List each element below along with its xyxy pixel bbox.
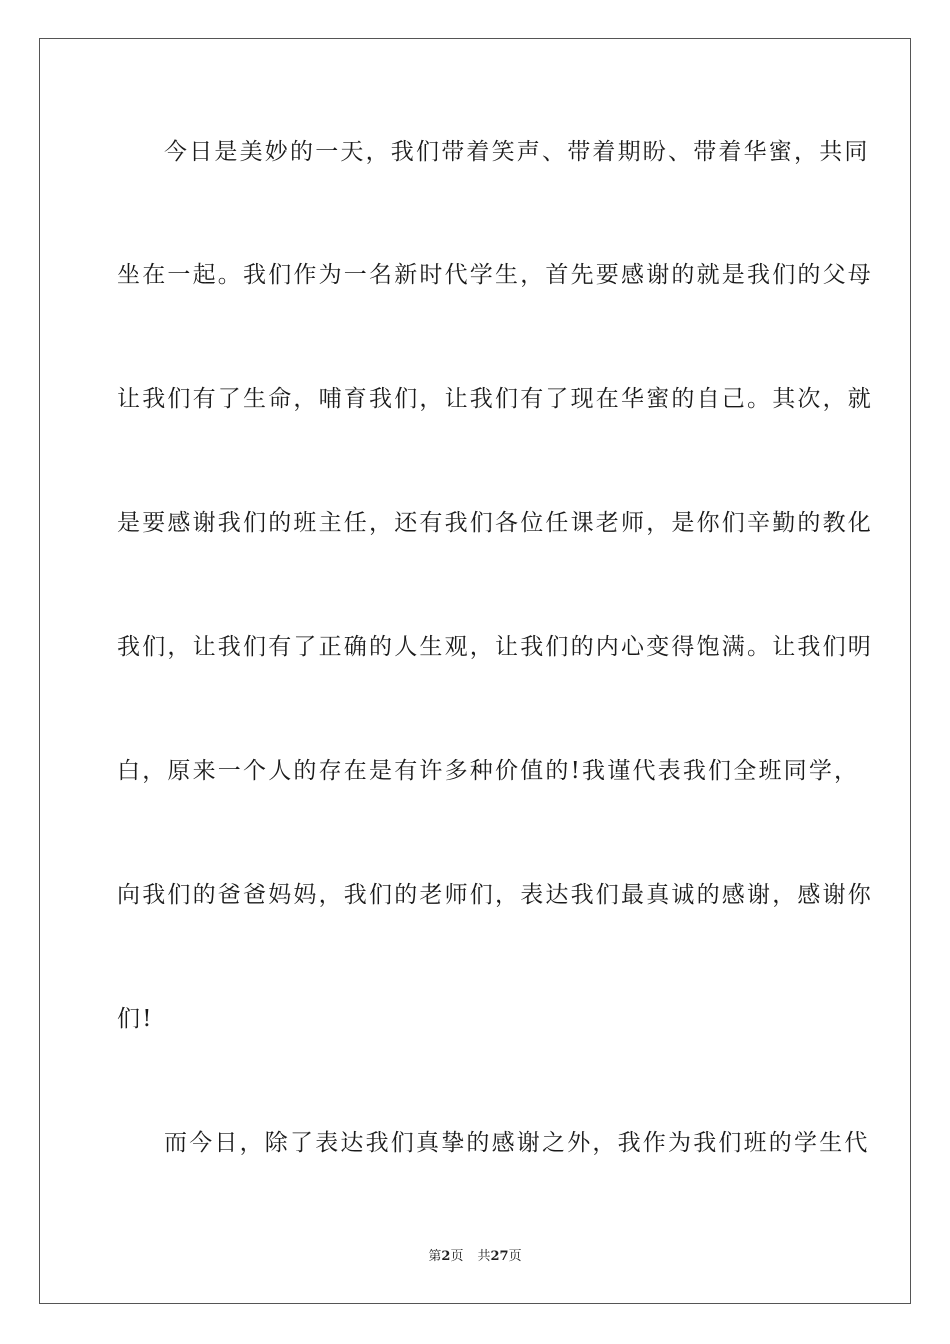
paragraph-line: 是要感谢我们的班主任，还有我们各位任课老师，是你们辛勤的教化 [117,510,873,536]
page-number: 2 [441,1249,451,1264]
paragraph-line: 向我们的爸爸妈妈，我们的老师们，表达我们最真诚的感谢，感谢你 [117,882,873,908]
page-suffix: 页 [450,1249,464,1264]
page-border [39,38,911,1304]
total-suffix: 页 [508,1249,522,1264]
paragraph-line: 今日是美妙的一天，我们带着笑声、带着期盼、带着华蜜，共同 [164,139,870,165]
paragraph-line: 让我们有了生命，哺育我们，让我们有了现在华蜜的自己。其次，就 [117,386,873,412]
paragraph-line: 们! [117,1006,154,1032]
paragraph-line: 而今日，除了表达我们真挚的感谢之外，我作为我们班的学生代 [164,1130,870,1156]
total-prefix: 共 [477,1249,491,1264]
paragraph-line: 我们，让我们有了正确的人生观，让我们的内心变得饱满。让我们明 [117,634,873,660]
paragraph-line: 白，原来一个人的存在是有许多种价值的!我谨代表我们全班同学， [117,758,860,784]
page-prefix: 第 [428,1249,442,1264]
paragraph-line: 坐在一起。我们作为一名新时代学生，首先要感谢的就是我们的父母 [117,262,873,288]
total-pages: 27 [490,1249,509,1264]
page-footer [0,1248,950,1266]
